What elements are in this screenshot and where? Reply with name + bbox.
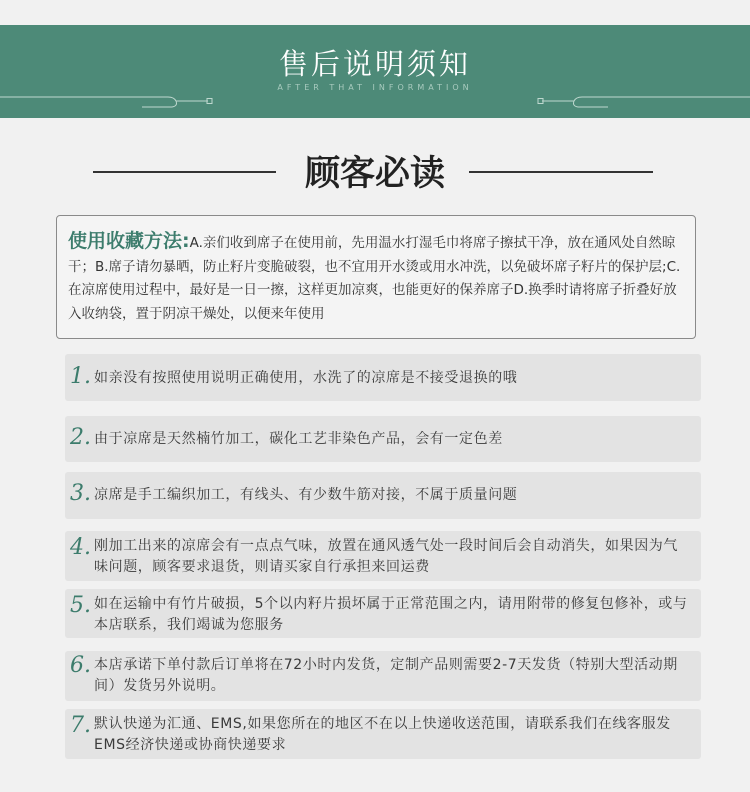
notice-text: 由于凉席是天然楠竹加工，碳化工艺非染色产品，会有一定色差 — [94, 431, 503, 447]
notice-number: 7. — [70, 713, 91, 738]
notice-row-5 — [65, 589, 701, 638]
notice-text: 凉席是手工编织加工，有线头、有少数牛筋对接，不属于质量问题 — [94, 487, 518, 503]
banner-subtitle: AFTER THAT INFORMATION — [277, 83, 473, 92]
notice-number: 6. — [70, 653, 91, 678]
notice-row-3 — [65, 472, 701, 519]
notice-row-4 — [65, 531, 701, 581]
notice-row-1 — [65, 354, 701, 401]
usage-label: 使用收藏方法: — [68, 230, 190, 252]
usage-instructions-box — [56, 215, 696, 339]
header-banner — [0, 25, 750, 118]
notice-number: 1. — [70, 364, 91, 389]
notice-text: 刚加工出来的凉席会有一点点气味，放置在通风透气处一段时间后会自动消失，如果因为气味问题，顾客要求退货，则请买家自行承担来回运费 — [94, 538, 678, 575]
notice-row-6 — [65, 651, 701, 701]
notice-number: 3. — [70, 481, 91, 506]
notice-number: 2. — [70, 425, 91, 450]
notice-number: 4. — [70, 535, 91, 560]
notice-text: 默认快递为汇通、EMS,如果您所在的地区不在以上快递收送范围，请联系我们在线客服发EMS经济快递或协商快递要求 — [94, 716, 671, 753]
notice-text: 本店承诺下单付款后订单将在72小时内发货，定制产品则需要2-7天发货（特别大型活动期间）发货另外说明。 — [94, 657, 678, 694]
notice-number: 5. — [70, 593, 91, 618]
banner-title: 售后说明须知 — [278, 47, 471, 81]
notice-row-7 — [65, 709, 701, 759]
notice-text: 如亲没有按照使用说明正确使用，水洗了的凉席是不接受退换的哦 — [94, 370, 518, 386]
page-title: 顾客必读 — [304, 153, 445, 194]
notice-row-2 — [65, 416, 701, 462]
notice-text: 如在运输中有竹片破损，5个以内籽片损坏属于正常范围之内，请用附带的修复包修补，或与本店联系，我们竭诚为您服务 — [94, 596, 688, 633]
heading-divider-right — [469, 171, 653, 173]
usage-text: A.亲们收到席子在使用前，先用温水打湿毛巾将席子擦拭干净，放在通风处自然晾干；B.席子请勿暴晒，防止籽片变脆破裂，也不宜用开水烫或用水冲洗，以免破坏席子籽片的保护层;C.在凉席使用过程中，最好是一日一擦，这样更加凉爽，也能更好的保养席子D.换季时请将席子折叠好放入收纳袋，置于阴凉干燥处，以便来年使用 — [68, 235, 681, 322]
